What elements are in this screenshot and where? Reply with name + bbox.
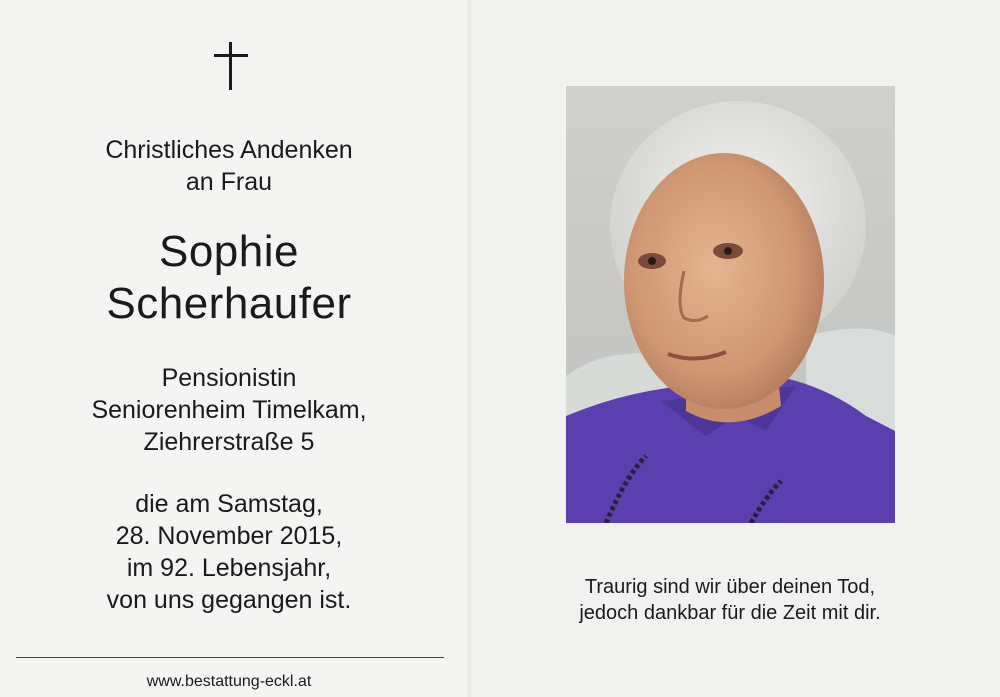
website-link[interactable]: www.bestattung-eckl.at xyxy=(146,673,312,690)
death-line: die am Samstag, xyxy=(135,490,323,518)
quote-line: jedoch dankbar für die Zeit mit dir. xyxy=(579,602,881,624)
occupation-line: Seniorenheim Timelkam, xyxy=(91,396,367,424)
quote-line: Traurig sind wir über deinen Tod, xyxy=(584,576,876,598)
deceased-name xyxy=(0,226,458,330)
first-name: Sophie xyxy=(158,227,299,276)
occupation-line: Ziehrerstraße 5 xyxy=(143,428,315,456)
death-line: 28. November 2015, xyxy=(115,522,343,550)
divider xyxy=(16,657,444,658)
occupation-address xyxy=(0,362,458,458)
occupation-line: Pensionistin xyxy=(161,364,297,392)
death-line: im 92. Lebensjahr, xyxy=(126,554,332,582)
card-fold xyxy=(466,0,472,697)
death-notice xyxy=(0,488,458,616)
portrait-photo xyxy=(566,86,895,523)
intro-line: an Frau xyxy=(185,168,273,196)
quote-text xyxy=(510,574,950,626)
death-line: von uns gegangen ist. xyxy=(106,586,352,614)
intro-line: Christliches Andenken xyxy=(105,136,353,164)
cross-icon xyxy=(214,42,248,90)
last-name: Scherhaufer xyxy=(106,279,352,328)
intro-text xyxy=(0,134,458,198)
